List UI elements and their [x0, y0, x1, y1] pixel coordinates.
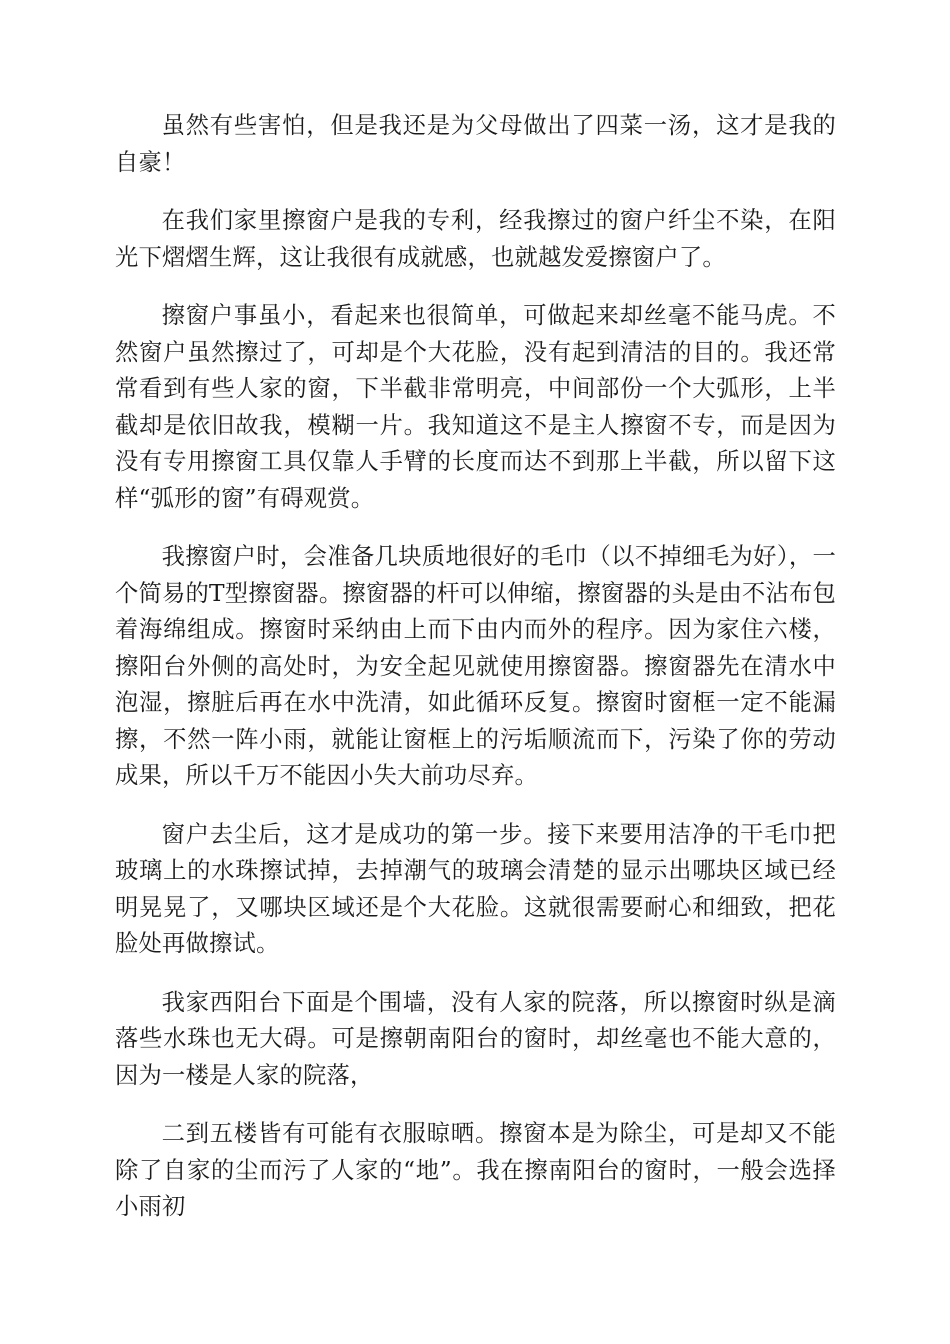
- paragraph-7: 二到五楼皆有可能有衣服晾晒。擦窗本是为除尘，可是却又不能除了自家的尘而污了人家的“地”。我在擦南阳台的窗时，一般会选择小雨初: [115, 1120, 836, 1220]
- document-body: [115, 108, 836, 1226]
- paragraph-5: 窗户去尘后，这才是成功的第一步。接下来要用洁净的干毛巾把玻璃上的水珠擦试掉，去掉潮气的玻璃会清楚的显示出哪块区域已经明晃晃了，又哪块区域还是个大花脸。这就很需要耐心和细致，把花脸处再做擦试。: [115, 820, 836, 957]
- paragraph-1: 虽然有些害怕，但是我还是为父母做出了四菜一汤，这才是我的自豪！: [115, 112, 836, 176]
- paragraph-3: 擦窗户事虽小，看起来也很简单，可做起来却丝毫不能马虎。不然窗户虽然擦过了，可却是个大花脸，没有起到清洁的目的。我还常常看到有些人家的窗，下半截非常明亮，中间部份一个大弧形，上半截却是依旧故我，模糊一片。我知道这不是主人擦窗不专，而是因为没有专用擦窗工具仅靠人手臂的长度而达不到那上半截，所以留下这样“弧形的窗”有碍观赏。: [115, 302, 836, 512]
- paragraph-6: 我家西阳台下面是个围墙，没有人家的院落，所以擦窗时纵是滴落些水珠也无大碍。可是擦朝南阳台的窗时，却丝毫也不能大意的，因为一楼是人家的院落，: [115, 988, 836, 1089]
- paragraph-2: 在我们家里擦窗户是我的专利，经我擦过的窗户纤尘不染，在阳光下熠熠生辉，这让我很有成就感，也就越发爱擦窗户了。: [115, 207, 836, 271]
- paragraph-4: 我擦窗户时，会准备几块质地很好的毛巾（以不掉细毛为好），一个简易的T型擦窗器。擦窗器的杆可以伸缩，擦窗器的头是由不沾布包着海绵组成。擦窗时采纳由上而下由内而外的程序。因为家住六楼，擦阳台外侧的高处时，为安全起见就使用擦窗器。擦窗器先在清水中泡湿，擦脏后再在水中洗清，如此循环反复。擦窗时窗框一定不能漏擦，不然一阵小雨，就能让窗框上的污垢顺流而下，污染了你的劳动成果，所以千万不能因小失大前功尽弃。: [115, 543, 836, 789]
